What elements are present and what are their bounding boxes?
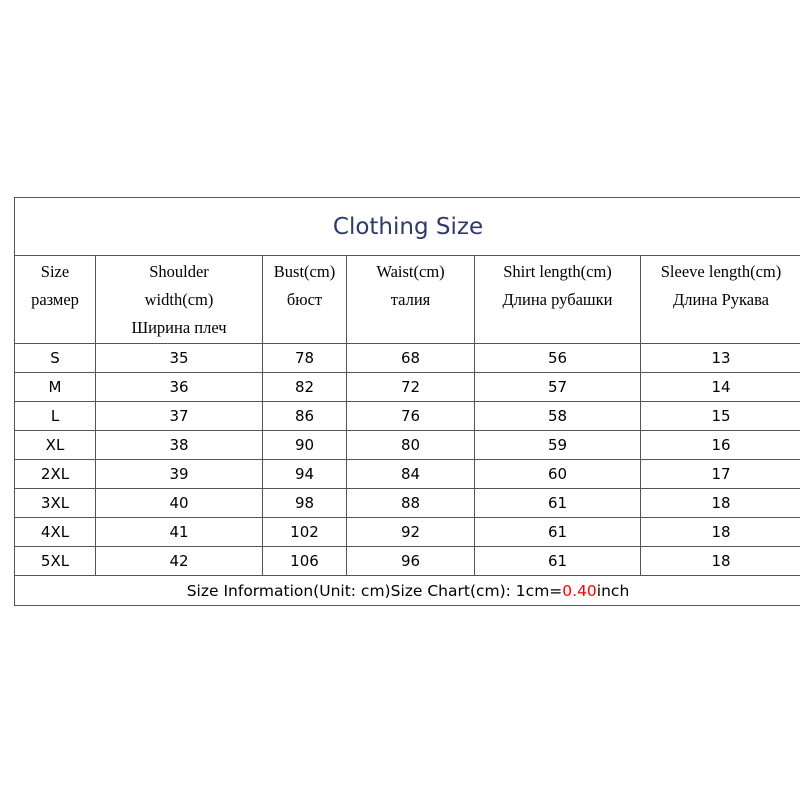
table-row xyxy=(15,344,800,373)
cell-shoulder: 36 xyxy=(96,373,263,402)
cell-shirt-length: 59 xyxy=(475,431,641,460)
cell-size: S xyxy=(15,344,96,373)
table-row xyxy=(15,460,800,489)
cell-waist: 72 xyxy=(347,373,475,402)
header-size-ru: размер xyxy=(31,290,79,309)
cell-bust: 106 xyxy=(263,547,347,576)
table-row xyxy=(15,402,800,431)
header-waist-ru: талия xyxy=(390,290,431,309)
header-sleeve-length xyxy=(641,256,800,344)
table-row xyxy=(15,431,800,460)
cell-bust: 90 xyxy=(263,431,347,460)
cell-bust: 94 xyxy=(263,460,347,489)
header-waist-en: Waist(cm) xyxy=(376,262,445,281)
cell-bust: 86 xyxy=(263,402,347,431)
header-bust-ru: бюст xyxy=(286,290,323,309)
cell-shoulder: 42 xyxy=(96,547,263,576)
cell-size: 3XL xyxy=(15,489,96,518)
cell-shoulder: 37 xyxy=(96,402,263,431)
table-row xyxy=(15,373,800,402)
header-sleeve-length-ru: Длина Рукава xyxy=(672,290,769,309)
cell-shoulder: 41 xyxy=(96,518,263,547)
cell-shirt-length: 61 xyxy=(475,547,641,576)
cell-sleeve-length: 18 xyxy=(641,518,800,547)
header-shoulder-en-2: width(cm) xyxy=(144,290,214,309)
header-size-en: Size xyxy=(40,262,70,281)
footer-suffix: inch xyxy=(596,581,630,600)
cell-sleeve-length: 18 xyxy=(641,547,800,576)
cell-shirt-length: 56 xyxy=(475,344,641,373)
cell-shoulder: 39 xyxy=(96,460,263,489)
header-bust xyxy=(263,256,347,344)
cell-size: XL xyxy=(15,431,96,460)
cell-size: M xyxy=(15,373,96,402)
cell-sleeve-length: 16 xyxy=(641,431,800,460)
cell-bust: 102 xyxy=(263,518,347,547)
cell-waist: 96 xyxy=(347,547,475,576)
table-row xyxy=(15,547,800,576)
size-chart-table xyxy=(14,197,800,606)
cell-sleeve-length: 18 xyxy=(641,489,800,518)
cell-waist: 68 xyxy=(347,344,475,373)
cell-waist: 92 xyxy=(347,518,475,547)
header-shirt-length-ru: Длина рубашки xyxy=(502,290,613,309)
cell-sleeve-length: 13 xyxy=(641,344,800,373)
cell-size: L xyxy=(15,402,96,431)
header-shoulder-en-1: Shoulder xyxy=(149,262,209,281)
cell-bust: 82 xyxy=(263,373,347,402)
cell-shirt-length: 58 xyxy=(475,402,641,431)
cell-shoulder: 40 xyxy=(96,489,263,518)
cell-bust: 98 xyxy=(263,489,347,518)
footer-conversion-value: 0.40 xyxy=(562,581,597,600)
header-shirt-length xyxy=(475,256,641,344)
header-sleeve-length-en: Sleeve length(cm) xyxy=(660,262,782,281)
cell-waist: 80 xyxy=(347,431,475,460)
cell-size: 2XL xyxy=(15,460,96,489)
cell-shirt-length: 61 xyxy=(475,489,641,518)
cell-shirt-length: 61 xyxy=(475,518,641,547)
cell-sleeve-length: 17 xyxy=(641,460,800,489)
cell-waist: 76 xyxy=(347,402,475,431)
header-waist xyxy=(347,256,475,344)
cell-waist: 88 xyxy=(347,489,475,518)
header-bust-en: Bust(cm) xyxy=(273,262,336,281)
table-row xyxy=(15,518,800,547)
cell-size: 5XL xyxy=(15,547,96,576)
cell-shoulder: 38 xyxy=(96,431,263,460)
table-title: Clothing Size xyxy=(15,198,800,256)
header-shoulder-ru: Ширина плеч xyxy=(131,318,227,337)
header-shoulder xyxy=(96,256,263,344)
cell-shirt-length: 60 xyxy=(475,460,641,489)
cell-waist: 84 xyxy=(347,460,475,489)
cell-sleeve-length: 15 xyxy=(641,402,800,431)
table-row xyxy=(15,489,800,518)
footer-prefix: Size Information(Unit: cm)Size Chart(cm): 1cm= xyxy=(186,581,563,600)
cell-size: 4XL xyxy=(15,518,96,547)
header-size xyxy=(15,256,96,344)
cell-shoulder: 35 xyxy=(96,344,263,373)
cell-shirt-length: 57 xyxy=(475,373,641,402)
header-shirt-length-en: Shirt length(cm) xyxy=(503,262,612,281)
cell-bust: 78 xyxy=(263,344,347,373)
cell-sleeve-length: 14 xyxy=(641,373,800,402)
size-info-footer xyxy=(15,576,800,606)
